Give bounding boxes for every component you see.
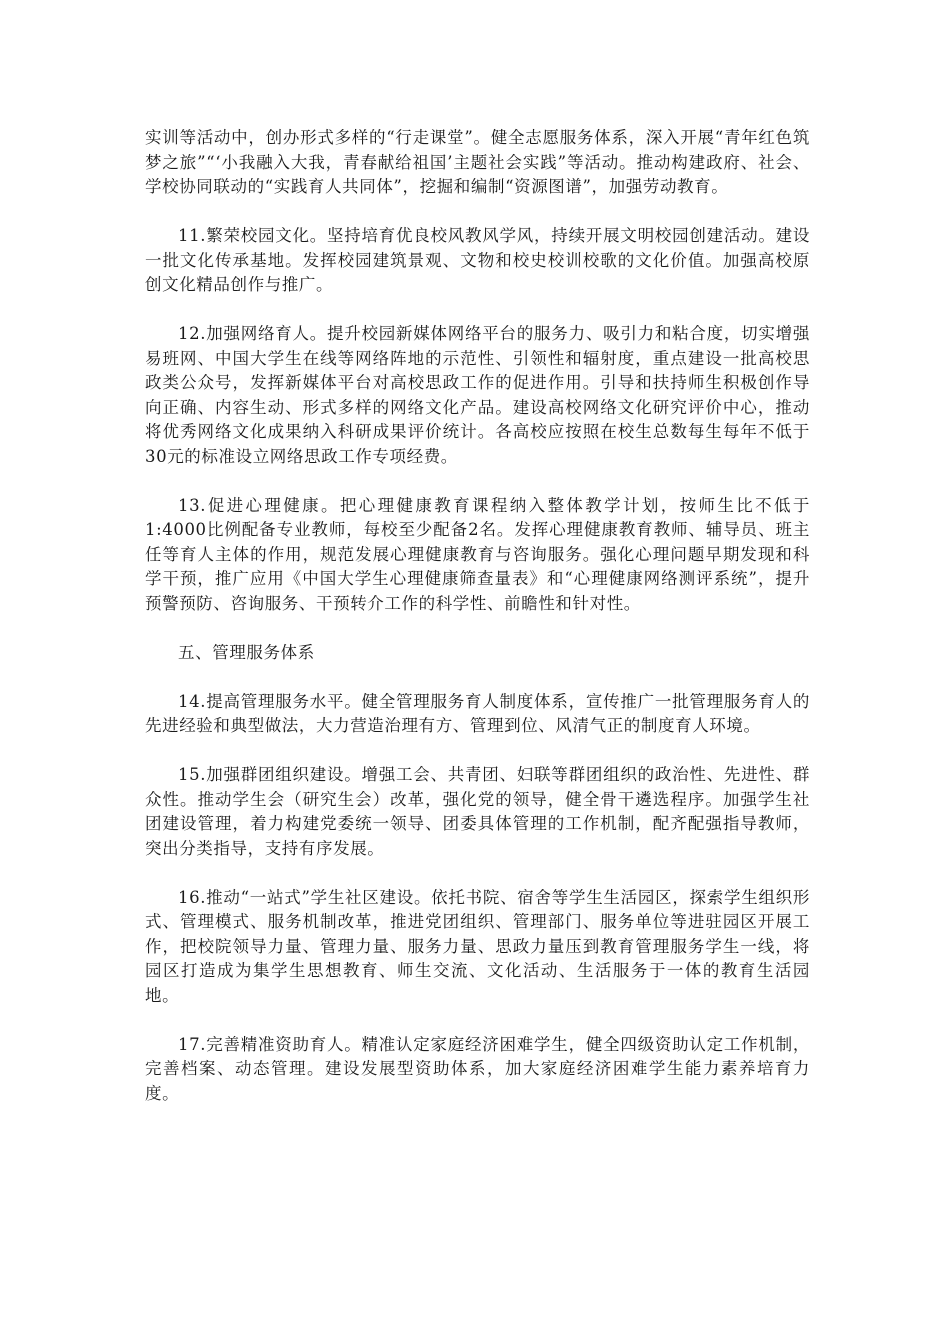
document-page <box>145 126 810 1131</box>
paragraph-12-network-education: 12.加强网络育人。提升校园新媒体网络平台的服务力、吸引力和粘合度，切实增强易班网、中国大学生在线等网络阵地的示范性、引领性和辐射度，重点建设一批高校思政类公众号，发挥新媒体平台对高校思政工作的促进作用。引导和扶持师生积极创作导向正确、内容生动、形式多样的网络文化产品。建设高校网络文化研究评价中心，推动将优秀网络文化成果纳入科研成果评价统计。各高校应按照在校生总数每生每年不低于30元的标准设立网络思政工作专项经费。 <box>145 324 810 466</box>
section-heading-management-service: 五、管理服务体系 <box>178 642 315 662</box>
paragraph-11-campus-culture: 11.繁荣校园文化。坚持培育优良校风教风学风，持续开展文明校园创建活动。建设一批文化传承基地。发挥校园建筑景观、文物和校史校训校歌的文化价值。加强高校原创文化精品创作与推广。 <box>145 226 810 294</box>
paragraph-continuation: 实训等活动中，创办形式多样的“行走课堂”。健全志愿服务体系，深入开展“青年红色筑梦之旅”“‘小我融入大我，青春献给祖国’主题社会实践”等活动。推动构建政府、社会、学校协同联动的“实践育人共同体”，挖掘和编制“资源图谱”，加强劳动教育。 <box>145 128 810 196</box>
paragraph-13-mental-health: 13.促进心理健康。把心理健康教育课程纳入整体教学计划，按师生比不低于1:4000比例配备专业教师，每校至少配备2名。发挥心理健康教育教师、辅导员、班主任等育人主体的作用，规范发展心理健康教育与咨询服务。强化心理问题早期发现和科学干预，推广应用《中国大学生心理健康筛查量表》和“心理健康网络测评系统”，提升预警预防、咨询服务、干预转介工作的科学性、前瞻性和针对性。 <box>145 495 810 613</box>
paragraph-16-student-community: 16.推动“一站式”学生社区建设。依托书院、宿舍等学生生活园区，探索学生组织形式、管理模式、服务机制改革，推进党团组织、管理部门、服务单位等进驻园区开展工作，把校院领导力量、管理力量、服务力量、思政力量压到教育管理服务学生一线，将园区打造成为集学生思想教育、师生交流、文化活动、生活服务于一体的教育生活园地。 <box>145 887 810 1005</box>
paragraph-17-financial-aid: 17.完善精准资助育人。精准认定家庭经济困难学生，健全四级资助认定工作机制，完善档案、动态管理。建设发展型资助体系，加大家庭经济困难学生能力素养培育力度。 <box>145 1034 810 1103</box>
paragraph-14-management-service: 14.提高管理服务水平。健全管理服务育人制度体系，宣传推广一批管理服务育人的先进经验和典型做法，大力营造治理有方、管理到位、风清气正的制度育人环境。 <box>145 691 810 735</box>
paragraph-15-group-organizations: 15.加强群团组织建设。增强工会、共青团、妇联等群团组织的政治性、先进性、群众性。推动学生会（研究生会）改革，强化党的领导，健全骨干遴选程序。加强学生社团建设管理，着力构建党委统一领导、团委具体管理的工作机制，配齐配强指导教师，突出分类指导，支持有序发展。 <box>145 765 810 858</box>
